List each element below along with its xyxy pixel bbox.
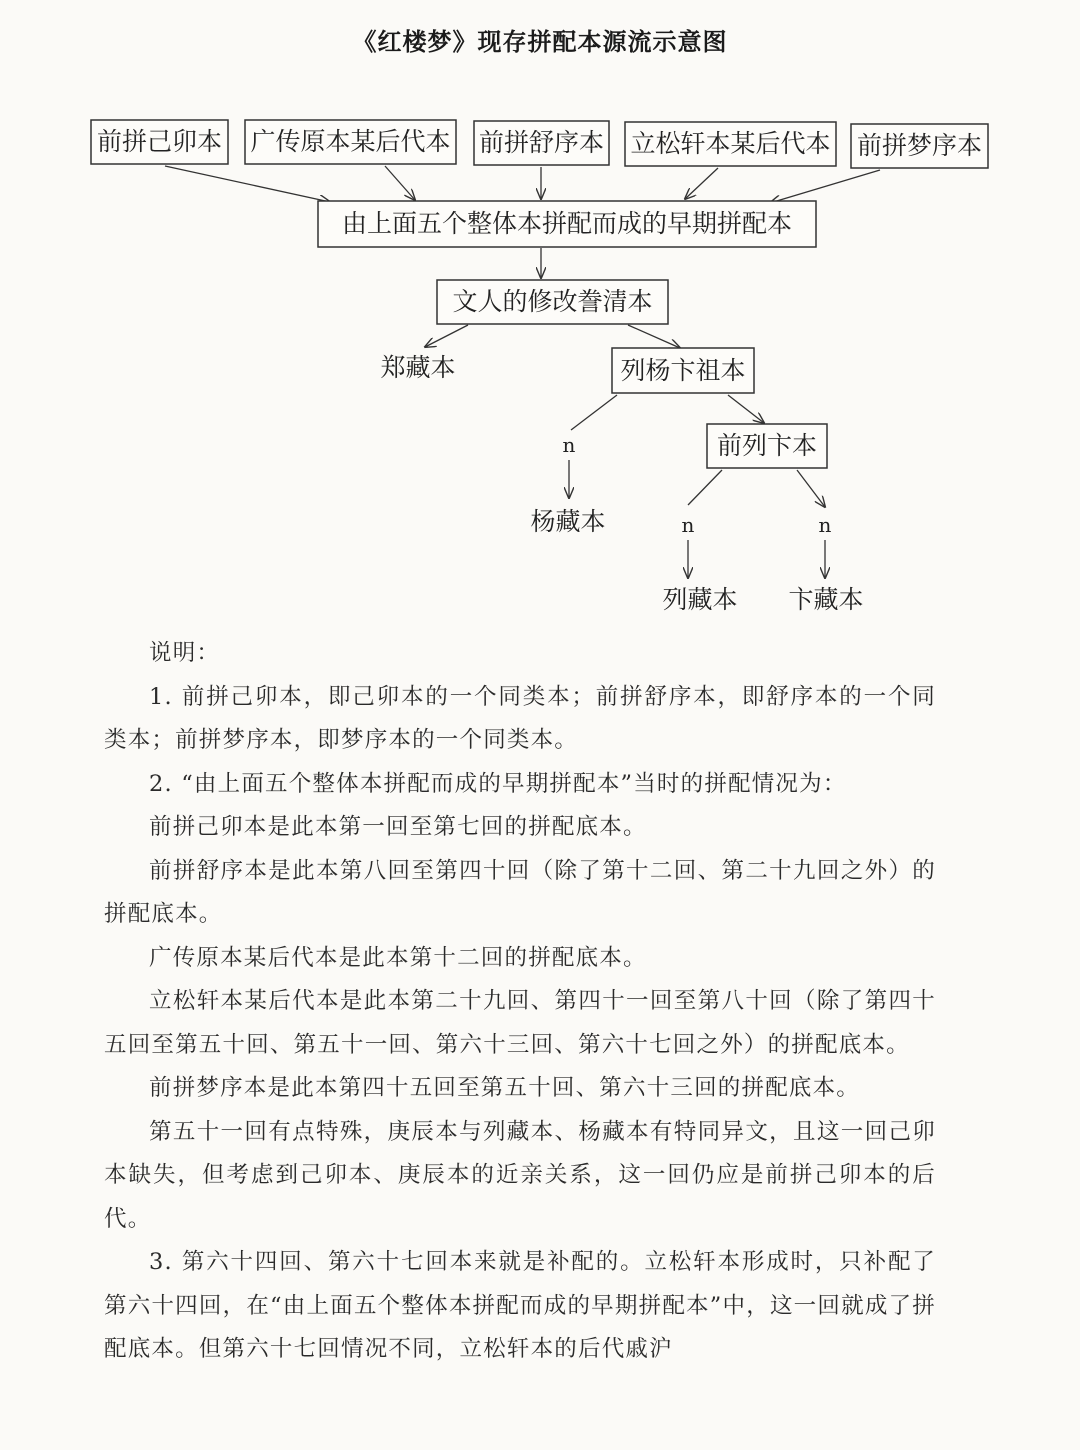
node-label: 由上面五个整体本拼配而成的早期拼配本	[341, 209, 793, 238]
note-paragraph: 立松轩本某后代本是此本第二十九回、第四十一回至第八十回（除了第四十五回至第五十回、第五十一回、第六十三回、第六十七回之外）的拼配底本。	[104, 988, 936, 1058]
node-lisongxuan	[625, 122, 836, 166]
note-paragraph: 2. “由上面五个整体本拼配而成的早期拼配本”当时的拼配情况为：	[149, 770, 847, 797]
node-qianpin-mengxu	[851, 124, 988, 168]
diagram-title: 《红楼梦》现存拼配本源流示意图	[352, 28, 728, 56]
node-early-pinpei	[318, 201, 816, 247]
node-yang: 杨藏本	[530, 507, 606, 536]
note-paragraph: 广传原本某后代本是此本第十二回的拼配底本。	[149, 944, 647, 971]
edge-qianliebu-to-lie-branch	[688, 470, 722, 505]
node-wenren	[437, 280, 668, 324]
note-paragraph: 前拼梦序本是此本第四十五回至第五十回、第六十三回的拼配底本。	[149, 1075, 861, 1101]
node-guangchuan	[245, 120, 456, 164]
node-label: 广传原本某后代本	[250, 127, 451, 156]
edge-lieyangbu-to-yang-branch	[571, 395, 617, 430]
node-lie: 列藏本	[662, 585, 738, 614]
node-bu: 卞藏本	[788, 585, 864, 614]
edge-mengxu-to-early	[770, 170, 880, 203]
edge-guangchuan-to-early	[385, 166, 415, 200]
node-qianpin-shuxu	[474, 121, 609, 165]
edge-jimao-to-early	[165, 166, 330, 202]
node-label: 前列卞本	[716, 431, 818, 460]
node-label: 立松轩本某后代本	[630, 129, 831, 158]
node-zheng: 郑藏本	[380, 353, 456, 382]
note-paragraph: 3. 第六十四回、第六十七回本来就是补配的。立松轩本形成时，只补配了第六十四回，在“由上面五个整体本拼配而成的早期拼配本”中，这一回就成了拼配底本。但第六十七回情况不同，立松轩本的后代戚沪	[104, 1249, 936, 1362]
node-label: 列杨卞祖本	[620, 356, 746, 385]
node-qian-lie-bu	[707, 424, 827, 468]
note-paragraph: 第五十一回有点特殊，庚辰本与列藏本、杨藏本有特同异文，且这一回己卯本缺失，但考虑到己卯本、庚辰本的近亲关系，这一回仍应是前拼己卯本的后代。	[104, 1118, 936, 1232]
n-label-yang: n	[562, 433, 576, 457]
note-paragraph: 1. 前拼己卯本，即己卯本的一个同类本；前拼舒序本，即舒序本的一个同类本；前拼梦序本，即梦序本的一个同类本。	[104, 683, 936, 753]
edge-wenren-to-lieyangbu	[628, 325, 680, 348]
note-paragraph: 前拼舒序本是此本第八回至第四十回（除了第十二回、第二十九回之外）的拼配底本。	[104, 857, 936, 927]
node-label: 前拼舒序本	[478, 128, 605, 157]
node-qianpin-jimao	[91, 120, 228, 164]
node-label: 前拼己卯本	[96, 127, 223, 156]
edge-qianliebu-to-bu-branch	[797, 470, 825, 507]
edge-lisongxuan-to-early	[685, 168, 718, 199]
edge-lieyangbu-to-qianliebu	[728, 395, 764, 423]
notes-section	[104, 632, 936, 1372]
node-label: 文人的修改誊清本	[452, 287, 653, 316]
edge-wenren-to-zheng	[425, 325, 468, 347]
notes-heading: 说明：	[149, 640, 221, 666]
n-label-lie: n	[681, 513, 695, 537]
node-label: 前拼梦序本	[856, 131, 983, 160]
source-flow-diagram	[0, 0, 1080, 630]
node-lie-yang-bu-zu	[612, 348, 754, 393]
n-label-bu: n	[818, 513, 832, 537]
note-paragraph: 前拼己卯本是此本第一回至第七回的拼配底本。	[149, 814, 647, 840]
